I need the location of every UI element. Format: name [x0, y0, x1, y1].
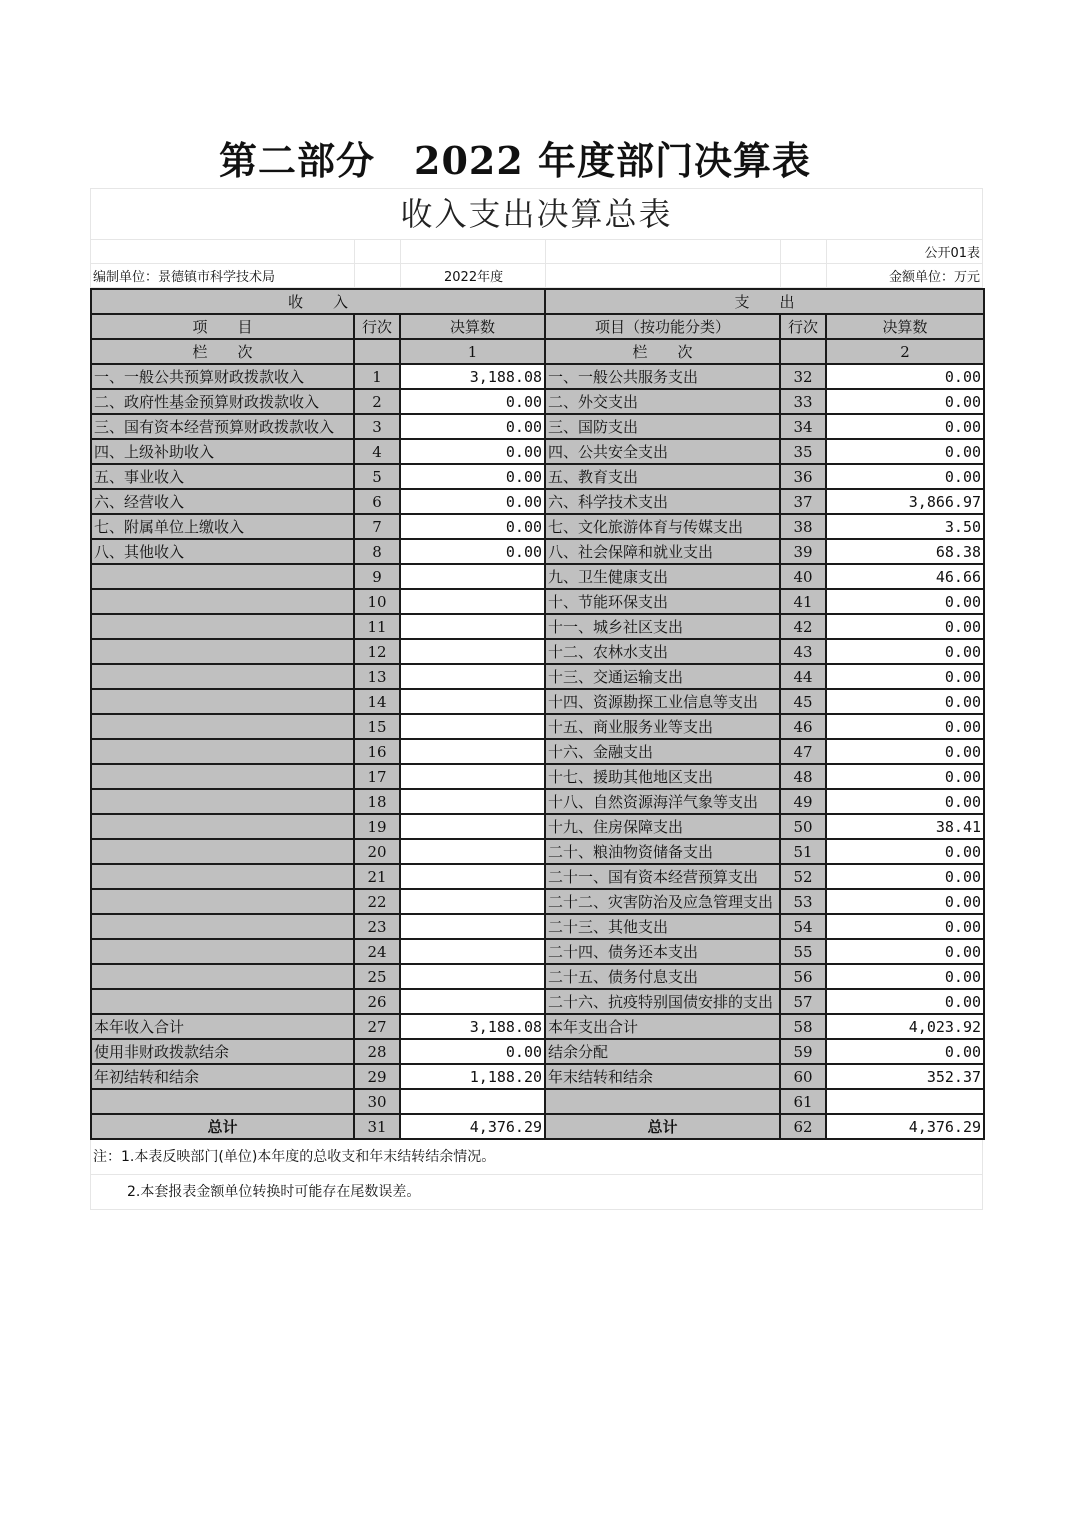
expense-item: 十一、城乡社区支出: [545, 614, 780, 639]
income-item: [91, 639, 354, 664]
expense-item: 十五、商业服务业等支出: [545, 714, 780, 739]
expense-amount: 0.00: [826, 589, 984, 614]
income-summary-item: 使用非财政拨款结余: [91, 1039, 354, 1064]
table-row: [91, 564, 984, 589]
income-amount: [400, 839, 545, 864]
table-row: [91, 689, 984, 714]
income-item: 七、附属单位上缴收入: [91, 514, 354, 539]
income-row-no: 1: [354, 364, 400, 389]
income-row-no: 8: [354, 539, 400, 564]
table-row: [91, 514, 984, 539]
income-item: 八、其他收入: [91, 539, 354, 564]
income-item: [91, 989, 354, 1014]
income-row-no: 13: [354, 664, 400, 689]
income-item: [91, 789, 354, 814]
expense-item: 二十四、债务还本支出: [545, 939, 780, 964]
income-row-no: 11: [354, 614, 400, 639]
expense-amount: 0.00: [826, 864, 984, 889]
income-column-blank: [354, 339, 400, 364]
expense-amount: 0.00: [826, 389, 984, 414]
expense-amount: 46.66: [826, 564, 984, 589]
expense-amount: 3.50: [826, 514, 984, 539]
expense-amount: 0.00: [826, 689, 984, 714]
expense-total-label: 总计: [545, 1114, 780, 1139]
fiscal-year: 2022年度: [444, 270, 504, 285]
income-row-no: 6: [354, 489, 400, 514]
expense-amount: 68.38: [826, 539, 984, 564]
compiling-unit: 编制单位：景德镇市科学技术局: [93, 270, 276, 285]
income-amount: [400, 689, 545, 714]
expense-amount: 0.00: [826, 989, 984, 1014]
expense-amount: 0.00: [826, 364, 984, 389]
expense-amount: 0.00: [826, 739, 984, 764]
income-amount: 0.00: [400, 514, 545, 539]
column-header-row: [91, 314, 984, 339]
expense-item: 三、国防支出: [545, 414, 780, 439]
unit-info-row: [90, 264, 983, 288]
income-amount: [400, 864, 545, 889]
income-item: [91, 739, 354, 764]
summary-row: [91, 1039, 984, 1064]
income-column-label: 栏 次: [91, 339, 354, 364]
income-summary-amount: 1,188.20: [400, 1064, 545, 1089]
income-item: 四、上级补助收入: [91, 439, 354, 464]
table-row: [91, 814, 984, 839]
income-column-number: 1: [400, 339, 545, 364]
table-row: [91, 964, 984, 989]
expense-amount: 0.00: [826, 914, 984, 939]
income-amount-header: 决算数: [400, 314, 545, 339]
income-row-no: 12: [354, 639, 400, 664]
table-row: [91, 864, 984, 889]
income-item: [91, 689, 354, 714]
expense-column-number: 2: [826, 339, 984, 364]
income-row-no: 4: [354, 439, 400, 464]
expense-row-no: 32: [780, 364, 826, 389]
table-title: 收入支出决算总表: [90, 188, 983, 240]
expense-summary-amount: 0.00: [826, 1039, 984, 1064]
income-item: [91, 614, 354, 639]
table-row: [91, 739, 984, 764]
income-row-no: 25: [354, 964, 400, 989]
income-row-no: 30: [354, 1089, 400, 1114]
expense-summary-item: 年末结转和结余: [545, 1064, 780, 1089]
income-amount: [400, 914, 545, 939]
table-row: [91, 764, 984, 789]
expense-item: 五、教育支出: [545, 464, 780, 489]
form-code: 公开01表: [924, 246, 980, 261]
income-row-no: 15: [354, 714, 400, 739]
table-row: [91, 714, 984, 739]
income-row-no: 29: [354, 1064, 400, 1089]
expense-amount: 0.00: [826, 414, 984, 439]
income-row-no: 21: [354, 864, 400, 889]
expense-item: 九、卫生健康支出: [545, 564, 780, 589]
expense-amount: 3,866.97: [826, 489, 984, 514]
income-total-label: 总计: [91, 1114, 354, 1139]
summary-row: [91, 1089, 984, 1114]
income-item: [91, 914, 354, 939]
expense-row-no: 54: [780, 914, 826, 939]
income-amount: 0.00: [400, 439, 545, 464]
income-amount: 3,188.08: [400, 364, 545, 389]
expense-item: 四、公共安全支出: [545, 439, 780, 464]
expense-row-no: 34: [780, 414, 826, 439]
expense-summary-amount: [826, 1089, 984, 1114]
income-row-no: 24: [354, 939, 400, 964]
income-row-no: 3: [354, 414, 400, 439]
income-row-no: 16: [354, 739, 400, 764]
expense-row-no: 45: [780, 689, 826, 714]
expense-item: 十二、农林水支出: [545, 639, 780, 664]
table-row: [91, 914, 984, 939]
income-row-no: 9: [354, 564, 400, 589]
income-item: 一、一般公共预算财政拨款收入: [91, 364, 354, 389]
expense-item: 八、社会保障和就业支出: [545, 539, 780, 564]
income-section-header: 收 入: [91, 289, 545, 314]
income-row-no: 18: [354, 789, 400, 814]
expense-amount: 0.00: [826, 764, 984, 789]
expense-row-no: 33: [780, 389, 826, 414]
expense-item: 二十五、债务付息支出: [545, 964, 780, 989]
expense-amount: 0.00: [826, 614, 984, 639]
expense-column-blank: [780, 339, 826, 364]
expense-row-no-header: 行次: [780, 314, 826, 339]
income-item-header: 项 目: [91, 314, 354, 339]
income-summary-item: [91, 1089, 354, 1114]
income-summary-item: 年初结转和结余: [91, 1064, 354, 1089]
income-row-no: 23: [354, 914, 400, 939]
income-amount: 0.00: [400, 489, 545, 514]
expense-item: 十七、援助其他地区支出: [545, 764, 780, 789]
table-row: [91, 664, 984, 689]
expense-row-no: 61: [780, 1089, 826, 1114]
income-item: [91, 664, 354, 689]
income-amount: [400, 589, 545, 614]
income-row-no: 2: [354, 389, 400, 414]
income-amount: [400, 889, 545, 914]
table-row: [91, 614, 984, 639]
income-row-no: 7: [354, 514, 400, 539]
income-row-no: 27: [354, 1014, 400, 1039]
expense-item: 十九、住房保障支出: [545, 814, 780, 839]
total-row: [91, 1114, 984, 1139]
income-item: [91, 764, 354, 789]
income-amount: 0.00: [400, 539, 545, 564]
income-item: [91, 564, 354, 589]
expense-item: 十八、自然资源海洋气象等支出: [545, 789, 780, 814]
expense-amount: 0.00: [826, 889, 984, 914]
income-summary-amount: 3,188.08: [400, 1014, 545, 1039]
expense-item: 二十一、国有资本经营预算支出: [545, 864, 780, 889]
expense-amount: 0.00: [826, 789, 984, 814]
expense-amount: 0.00: [826, 439, 984, 464]
expense-row-no: 38: [780, 514, 826, 539]
income-amount: [400, 639, 545, 664]
expense-row-no: 37: [780, 489, 826, 514]
table-row: [91, 439, 984, 464]
expense-item: 十三、交通运输支出: [545, 664, 780, 689]
income-amount: [400, 714, 545, 739]
income-amount: [400, 814, 545, 839]
expense-summary-amount: 352.37: [826, 1064, 984, 1089]
budget-table: [90, 288, 985, 1140]
table-row: [91, 464, 984, 489]
income-item: [91, 839, 354, 864]
income-item: [91, 589, 354, 614]
income-summary-amount: 0.00: [400, 1039, 545, 1064]
income-amount: [400, 789, 545, 814]
summary-row: [91, 1064, 984, 1089]
expense-item: 六、科学技术支出: [545, 489, 780, 514]
summary-row: [91, 1014, 984, 1039]
income-total-row-no: 31: [354, 1114, 400, 1139]
income-amount: 0.00: [400, 389, 545, 414]
income-item: 六、经营收入: [91, 489, 354, 514]
expense-row-no: 49: [780, 789, 826, 814]
expense-item-header: 项目（按功能分类）: [545, 314, 780, 339]
income-item: [91, 714, 354, 739]
expense-row-no: 43: [780, 639, 826, 664]
expense-row-no: 35: [780, 439, 826, 464]
document-title: 第二部分 2022 年度部门决算表: [219, 138, 811, 183]
income-item: [91, 864, 354, 889]
table-row: [91, 389, 984, 414]
income-total-amount: 4,376.29: [400, 1114, 545, 1139]
table-row: [91, 414, 984, 439]
expense-row-no: 39: [780, 539, 826, 564]
income-row-no: 22: [354, 889, 400, 914]
expense-row-no: 48: [780, 764, 826, 789]
expense-item: 二十、粮油物资储备支出: [545, 839, 780, 864]
income-amount: [400, 964, 545, 989]
table-row: [91, 789, 984, 814]
expense-row-no: 53: [780, 889, 826, 914]
expense-total-amount: 4,376.29: [826, 1114, 984, 1139]
expense-row-no: 44: [780, 664, 826, 689]
expense-amount: 0.00: [826, 464, 984, 489]
income-row-no: 10: [354, 589, 400, 614]
income-row-no: 26: [354, 989, 400, 1014]
expense-column-label: 栏 次: [545, 339, 780, 364]
expense-item: 二十六、抗疫特别国债安排的支出: [545, 989, 780, 1014]
income-row-no: 14: [354, 689, 400, 714]
income-item: [91, 939, 354, 964]
expense-row-no: 42: [780, 614, 826, 639]
income-item: [91, 964, 354, 989]
income-amount: 0.00: [400, 414, 545, 439]
expense-amount: 0.00: [826, 714, 984, 739]
table-row: [91, 364, 984, 389]
income-row-no: 19: [354, 814, 400, 839]
expense-amount: 38.41: [826, 814, 984, 839]
table-row: [91, 939, 984, 964]
income-amount: 0.00: [400, 464, 545, 489]
amount-unit: 金额单位：万元: [888, 270, 980, 285]
note-2: 2.本套报表金额单位转换时可能存在尾数误差。: [90, 1175, 983, 1210]
income-row-no: 20: [354, 839, 400, 864]
expense-amount: 0.00: [826, 939, 984, 964]
income-item: [91, 889, 354, 914]
expense-amount: 0.00: [826, 964, 984, 989]
expense-row-no: 47: [780, 739, 826, 764]
expense-item: 二十三、其他支出: [545, 914, 780, 939]
income-item: 二、政府性基金预算财政拨款收入: [91, 389, 354, 414]
expense-row-no: 50: [780, 814, 826, 839]
table-row: [91, 839, 984, 864]
income-amount: [400, 739, 545, 764]
income-row-no: 5: [354, 464, 400, 489]
table-row: [91, 489, 984, 514]
income-amount: [400, 564, 545, 589]
expense-row-no: 41: [780, 589, 826, 614]
table-row: [91, 889, 984, 914]
income-row-no-header: 行次: [354, 314, 400, 339]
expense-total-row-no: 62: [780, 1114, 826, 1139]
income-item: 五、事业收入: [91, 464, 354, 489]
income-row-no: 17: [354, 764, 400, 789]
expense-row-no: 51: [780, 839, 826, 864]
column-number-row: [91, 339, 984, 364]
expense-item: 十六、金融支出: [545, 739, 780, 764]
expense-row-no: 55: [780, 939, 826, 964]
table-row: [91, 989, 984, 1014]
expense-summary-item: [545, 1089, 780, 1114]
table-row: [91, 589, 984, 614]
income-amount: [400, 664, 545, 689]
form-code-row: [90, 240, 983, 264]
expense-row-no: 56: [780, 964, 826, 989]
expense-row-no: 60: [780, 1064, 826, 1089]
table-row: [91, 639, 984, 664]
expense-item: 十四、资源勘探工业信息等支出: [545, 689, 780, 714]
income-summary-amount: [400, 1089, 545, 1114]
spreadsheet: [90, 188, 983, 1210]
table-row: [91, 539, 984, 564]
income-amount: [400, 764, 545, 789]
expense-summary-amount: 4,023.92: [826, 1014, 984, 1039]
expense-section-header: 支 出: [545, 289, 984, 314]
expense-amount: 0.00: [826, 639, 984, 664]
expense-item: 十、节能环保支出: [545, 589, 780, 614]
income-summary-item: 本年收入合计: [91, 1014, 354, 1039]
expense-item: 七、文化旅游体育与传媒支出: [545, 514, 780, 539]
expense-row-no: 36: [780, 464, 826, 489]
income-amount: [400, 939, 545, 964]
expense-row-no: 46: [780, 714, 826, 739]
expense-summary-item: 结余分配: [545, 1039, 780, 1064]
expense-item: 二十二、灾害防治及应急管理支出: [545, 889, 780, 914]
expense-item: 二、外交支出: [545, 389, 780, 414]
expense-row-no: 52: [780, 864, 826, 889]
income-item: 三、国有资本经营预算财政拨款收入: [91, 414, 354, 439]
expense-amount: 0.00: [826, 664, 984, 689]
expense-item: 一、一般公共服务支出: [545, 364, 780, 389]
expense-row-no: 57: [780, 989, 826, 1014]
expense-amount: 0.00: [826, 839, 984, 864]
section-header-row: [91, 289, 984, 314]
income-amount: [400, 989, 545, 1014]
note-1: 注：1.本表反映部门(单位)本年度的总收支和年末结转结余情况。: [90, 1140, 983, 1175]
income-row-no: 28: [354, 1039, 400, 1064]
expense-row-no: 58: [780, 1014, 826, 1039]
expense-row-no: 59: [780, 1039, 826, 1064]
expense-amount-header: 决算数: [826, 314, 984, 339]
income-amount: [400, 614, 545, 639]
expense-summary-item: 本年支出合计: [545, 1014, 780, 1039]
expense-row-no: 40: [780, 564, 826, 589]
income-item: [91, 814, 354, 839]
